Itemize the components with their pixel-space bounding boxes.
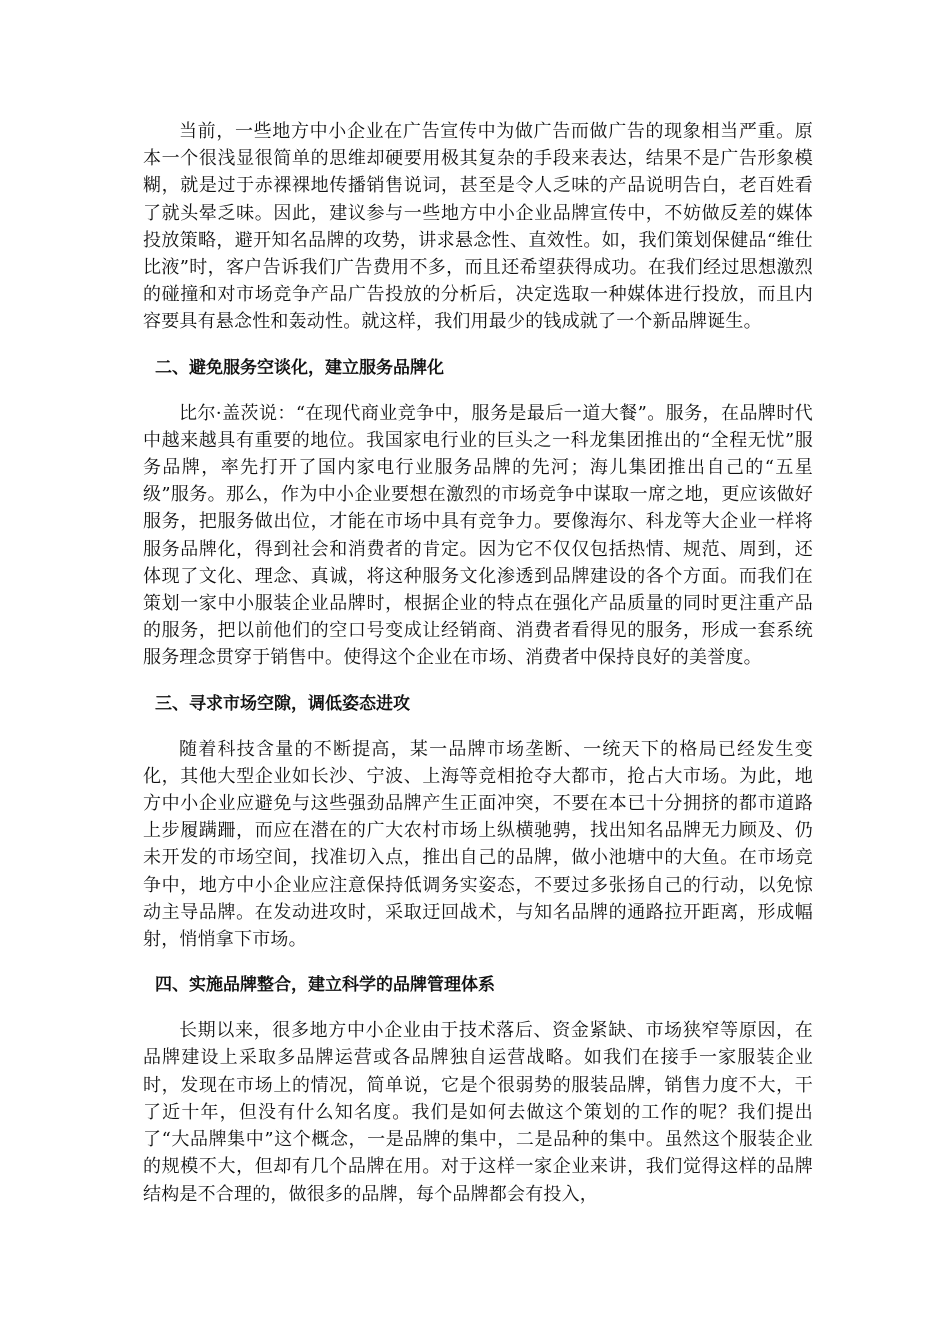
spacer bbox=[143, 999, 813, 1017]
paragraph-service-brand: 比尔·盖茨说：“在现代商业竞争中，服务是最后一道大餐”。服务，在品牌时代中越来越具有重要的地位。我国家电行业的巨头之一科龙集团推出的“全程无忧”服务品牌，率先打开了国内家电行业服务品牌的先河；海儿集团推出自己的“五星级”服务。那么，作为中小企业要想在激烈的市场竞争中谋取一席之地，更应该做好服务，把服务做出位，才能在市场中具有竞争力。要像海尔、科龙等大企业一样将服务品牌化，得到社会和消费者的肯定。因为它不仅仅包括热情、规范、周到，还体现了文化、理念、真诚，将这种服务文化渗透到品牌建设的各个方面。而我们在策划一家中小服装企业品牌时，根据企业的特点在强化产品质量的同时更注重产品的服务，把以前他们的空口号变成让经销商、消费者看得见的服务，形成一套系统服务理念贯穿于销售中。使得这个企业在市场、消费者中保持良好的美誉度。 bbox=[143, 402, 813, 669]
paragraph-brand-integration: 长期以来，很多地方中小企业由于技术落后、资金紧缺、市场狭窄等原因，在品牌建设上采取多品牌运营或各品牌独自运营战略。如我们在接手一家服装企业时，发现在市场上的情况，简单说，它是个很弱势的服装品牌，销售力度不大，干了近十年，但没有什么知名度。我们是如何去做这个策划的工作的呢？我们提出了“大品牌集中”这个概念，一是品牌的集中，二是品种的集中。虽然这个服装企业的规模不大，但却有几个品牌在用。对于这样一家企业来讲，我们觉得这样的品牌结构是不合理的，做很多的品牌，每个品牌都会有投入， bbox=[143, 1020, 813, 1205]
paragraph-market-gap: 随着科技含量的不断提高，某一品牌市场垄断、一统天下的格局已经发生变化，其他大型企业如长沙、宁波、上海等竞相抢夺大都市，抢占大市场。为此，地方中小企业应避免与这些强劲品牌产生正面冲突，不要在本已十分拥挤的都市道路上步履蹒跚，而应在潜在的广大农村市场上纵横驰骋，找出知名品牌无力顾及、仍未开发的市场空间，找准切入点，推出自己的品牌，做小池塘中的大鱼。在市场竞争中，地方中小企业应注意保持低调务实姿态，不要过多张扬自己的行动，以免惊动主导品牌。在发动进攻时，采取迂回战术，与知名品牌的通路拉开距离，形成幅射，悄悄拿下市场。 bbox=[143, 738, 813, 951]
paragraph-advertising: 当前，一些地方中小企业在广告宣传中为做广告而做广告的现象相当严重。原本一个很浅显很简单的思维却硬要用极其复杂的手段来表达，结果不是广告形象模糊，就是过于赤裸裸地传播销售说词，甚至是令人乏味的产品说明告白，老百姓看了就头晕乏味。因此，建议参与一些地方中小企业品牌宣传中，不妨做反差的媒体投放策略，避开知名品牌的攻势，讲求悬念性、直效性。如，我们策划保健品“维仕比液”时，客户告诉我们广告费用不多，而且还希望获得成功。在我们经过思想激烈的碰撞和对市场竞争产品广告投放的分析后，决定选取一种媒体进行投放，而且内容要具有悬念性和轰动性。就这样，我们用最少的钱成就了一个新品牌诞生。 bbox=[143, 121, 813, 333]
spacer bbox=[143, 718, 813, 736]
spacer bbox=[143, 672, 813, 691]
spacer bbox=[143, 382, 813, 400]
spacer bbox=[143, 953, 813, 972]
section-heading-brand-integration: 四、实施品牌整合，建立科学的品牌管理体系 bbox=[155, 975, 495, 996]
section-heading-service-brand: 二、避免服务空谈化，建立服务品牌化 bbox=[155, 357, 444, 378]
document-page bbox=[143, 118, 813, 1208]
spacer bbox=[143, 336, 813, 355]
section-heading-market-gap: 三、寻求市场空隙，调低姿态进攻 bbox=[155, 693, 410, 714]
